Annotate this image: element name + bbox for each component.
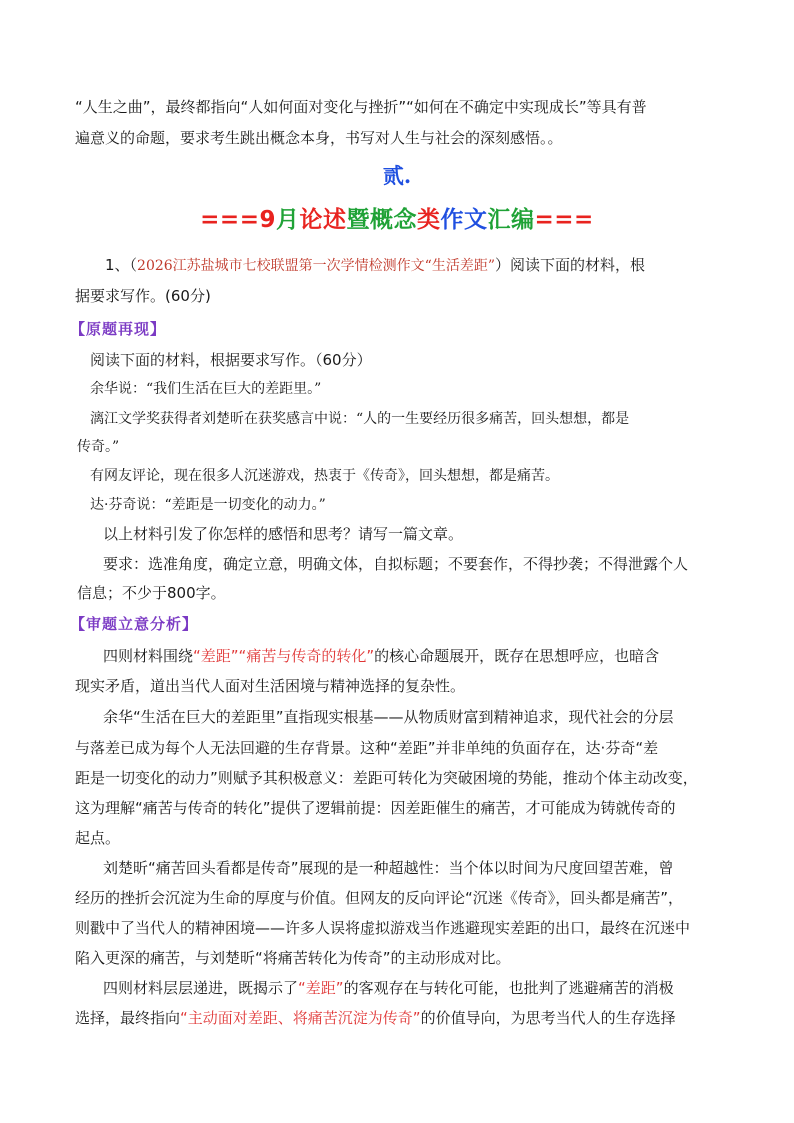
item-1-line-2: 据要求写作。(60分): [75, 287, 211, 305]
analysis-p4-line-2: [75, 1007, 676, 1029]
section-number: 贰.: [382, 163, 412, 188]
analysis-p3-line-3: 则戳中了当代人的精神困境——许多人误将虚拟游戏当作逃避现实差距的出口，最终在沉迷中: [75, 919, 691, 937]
title-part: ===: [534, 207, 594, 233]
analysis-p3-line-2: 经历的挫折会沉淀为生命的厚度与价值。但网友的反向评论“沉迷《传奇》，回头都是痛苦”，: [75, 889, 684, 907]
title-part: 作文: [440, 207, 488, 233]
analysis-highlight: “差距”“痛苦与传奇的转化”: [193, 647, 375, 665]
analysis-p2-line-3: 距是一切变化的动力”则赋予其积极意义：差距可转化为突破困境的势能，推动个体主动改变，: [75, 769, 698, 787]
title-part: 暨: [346, 207, 370, 233]
analysis-p3-line-4: 陷入更深的痛苦，与刘楚昕“将痛苦转化为传奇”的主动形成对比。: [75, 949, 511, 967]
analysis-text: 的核心命题展开，既存在思想呼应，也暗含: [374, 647, 660, 665]
item-1-suffix: ）阅读下面的材料，根: [495, 256, 646, 274]
material-3: 有网友评论，现在很多人沉迷游戏，热衷于《传奇》，回头想想，都是痛苦。: [90, 468, 559, 484]
section-title: [0, 201, 794, 234]
intro-line-2: 遍意义的命题，要求考生跳出概念本身，书写对人生与社会的深刻感悟。。: [75, 129, 563, 147]
material-2-line-2: 传奇。”: [77, 439, 120, 455]
analysis-p4-line-1: [103, 977, 674, 999]
analysis-p1-line-2: 现实矛盾，道出当代人面对生活困境与精神选择的复杂性。: [75, 677, 466, 695]
analysis-p2-line-5: 起点。: [75, 829, 121, 847]
prompt-instruction: 阅读下面的材料，根据要求写作。（60分）: [90, 351, 372, 369]
prompt-question: 以上材料引发了你怎样的感悟和思考？请写一篇文章。: [103, 525, 464, 543]
requirement-line-1: 要求：选准角度，确定立意，明确文体，自拟标题；不要套作，不得抄袭；不得泄露个人: [103, 555, 689, 573]
analysis-text: 的价值导向，为思考当代人的生存选择: [420, 1009, 676, 1027]
title-part: 概念: [370, 207, 417, 233]
item-1-source: 2026江苏盐城市七校联盟第一次学情检测作文“生活差距”: [137, 258, 495, 274]
title-part: ===: [200, 207, 260, 233]
intro-line-1: “人生之曲”，最终都指向“人如何面对变化与挫折”“如何在不确定中实现成长”等具有普: [75, 98, 647, 116]
analysis-text: 四则材料层层递进，既揭示了: [103, 979, 299, 997]
material-4: 达·芬奇说：“差距是一切变化的动力。”: [90, 497, 326, 513]
title-part: 9: [259, 207, 276, 233]
material-1: 余华说：“我们生活在巨大的差距里。”: [90, 381, 322, 397]
analysis-highlight: “差距”: [298, 979, 344, 997]
analysis-highlight: “主动面对差距、将痛苦沉淀为传奇”: [180, 1009, 421, 1027]
title-part: 汇编: [487, 207, 535, 233]
item-1-prefix: 1、（: [105, 256, 138, 274]
title-part: 类: [417, 207, 441, 233]
tag-analysis: 【审题立意分析】: [70, 615, 199, 633]
material-2-line-1: 漓江文学奖获得者刘楚昕在获奖感言中说：“人的一生要经历很多痛苦，回头想想，都是: [90, 411, 630, 427]
analysis-p2-line-1: 余华“生活在巨大的差距里”直指现实根基——从物质财富到精神追求，现代社会的分层: [103, 708, 674, 726]
title-part: 月: [276, 207, 300, 233]
analysis-text: 选择，最终指向: [75, 1009, 181, 1027]
item-1-line-1: [105, 254, 645, 277]
title-part: 论述: [299, 207, 347, 233]
analysis-p2-line-4: 这为理解“痛苦与传奇的转化”提供了逻辑前提：因差距催生的痛苦，才可能成为铸就传奇的: [75, 799, 676, 817]
analysis-p1-line-1: [103, 645, 659, 667]
analysis-text: 的客观存在与转化可能，也批判了逃避痛苦的消极: [343, 979, 674, 997]
analysis-p3-line-1: 刘楚昕“痛苦回头看都是传奇”展现的是一种超越性：当个体以时间为尺度回望苦难，曾: [103, 859, 674, 877]
analysis-text: 四则材料围绕: [103, 647, 194, 665]
tag-original-question: 【原题再现】: [70, 320, 167, 338]
requirement-line-2: 信息；不少于800字。: [77, 584, 226, 602]
analysis-p2-line-2: 与落差已成为每个人无法回避的生存背景。这种“差距”并非单纯的负面存在，达·芬奇“差: [75, 739, 659, 757]
